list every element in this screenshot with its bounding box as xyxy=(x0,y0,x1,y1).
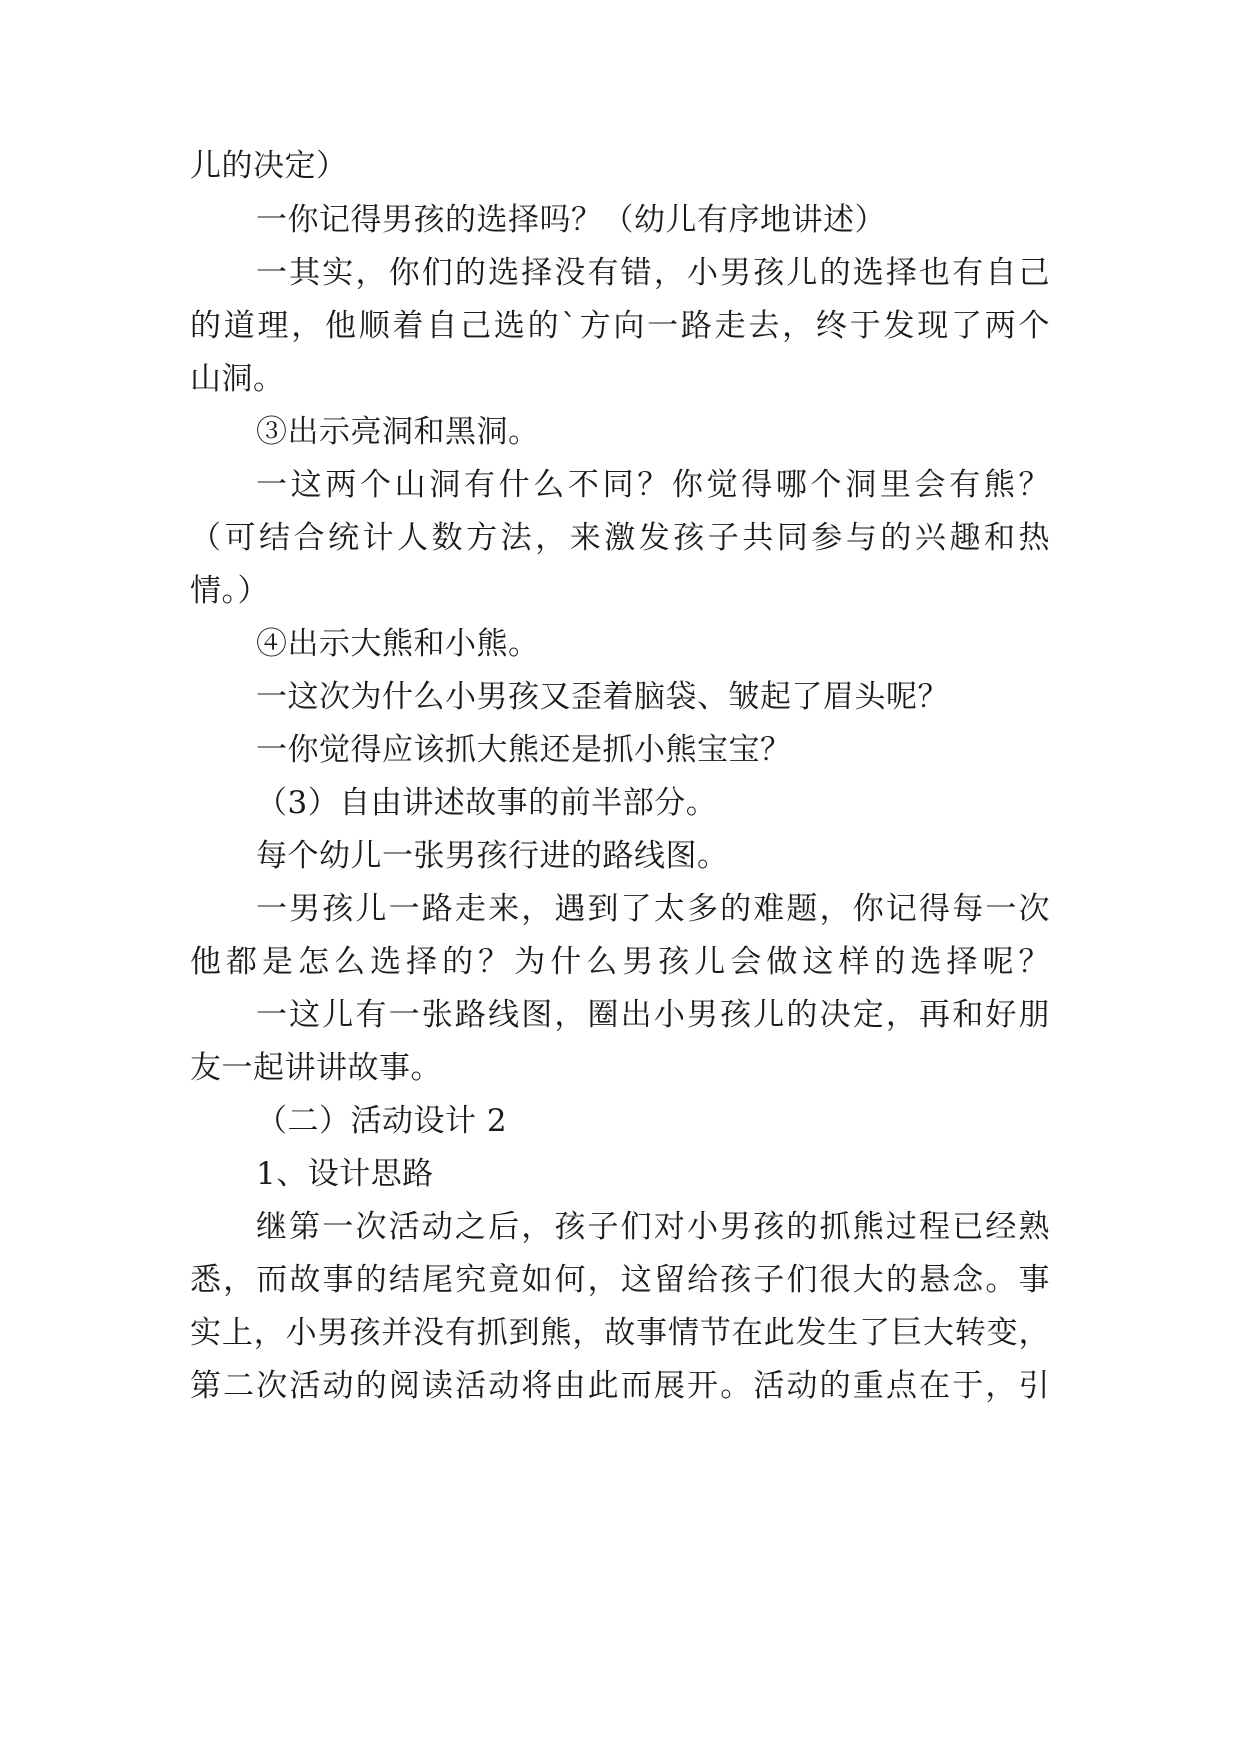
text-line: 第二次活动的阅读活动将由此而展开。活动的重点在于，引 xyxy=(190,1368,1050,1404)
text-line: 一这儿有一张路线图，圈出小男孩儿的决定，再和好朋 xyxy=(256,997,1050,1033)
text-line: 一这次为什么小男孩又歪着脑袋、皱起了眉头呢？ xyxy=(256,679,949,715)
subsection-heading: 1、设计思路 xyxy=(256,1156,434,1192)
text-line: 友一起讲讲故事。 xyxy=(190,1050,442,1086)
text-line: 一其实，你们的选择没有错，小男孩儿的选择也有自己 xyxy=(256,255,1050,291)
text-line: 儿的决定） xyxy=(190,148,348,184)
text-line: 继第一次活动之后，孩子们对小男孩的抓熊过程已经熟 xyxy=(256,1209,1050,1245)
text-line: 一你觉得应该抓大熊还是抓小熊宝宝？ xyxy=(256,732,792,768)
text-line: 一这两个山洞有什么不同？你觉得哪个洞里会有熊？ xyxy=(256,467,1050,503)
document-page xyxy=(190,0,1050,1754)
text-line: 悉，而故事的结尾究竟如何，这留给孩子们很大的悬念。事 xyxy=(190,1262,1050,1298)
text-line: 的道理，他顺着自己选的`方向一路走去，终于发现了两个 xyxy=(190,308,1050,344)
text-line: （3）自由讲述故事的前半部分。 xyxy=(256,785,718,821)
text-line: ③出示亮洞和黑洞。 xyxy=(256,414,540,450)
text-line: ④出示大熊和小熊。 xyxy=(256,626,540,662)
text-line: 一你记得男孩的选择吗？（幼儿有序地讲述） xyxy=(256,202,886,238)
text-line: 情。） xyxy=(190,573,269,609)
text-line: 每个幼儿一张男孩行进的路线图。 xyxy=(256,838,729,874)
text-line: （可结合统计人数方法，来激发孩子共同参与的兴趣和热 xyxy=(190,520,1050,556)
text-line: 他都是怎么选择的？为什么男孩儿会做这样的选择呢？ xyxy=(190,944,1050,980)
text-line: 实上，小男孩并没有抓到熊，故事情节在此发生了巨大转变， xyxy=(190,1315,1050,1351)
text-line: 一男孩儿一路走来，遇到了太多的难题，你记得每一次 xyxy=(256,891,1050,927)
text-line: 山洞。 xyxy=(190,361,285,397)
section-heading: （二）活动设计 2 xyxy=(256,1103,508,1139)
